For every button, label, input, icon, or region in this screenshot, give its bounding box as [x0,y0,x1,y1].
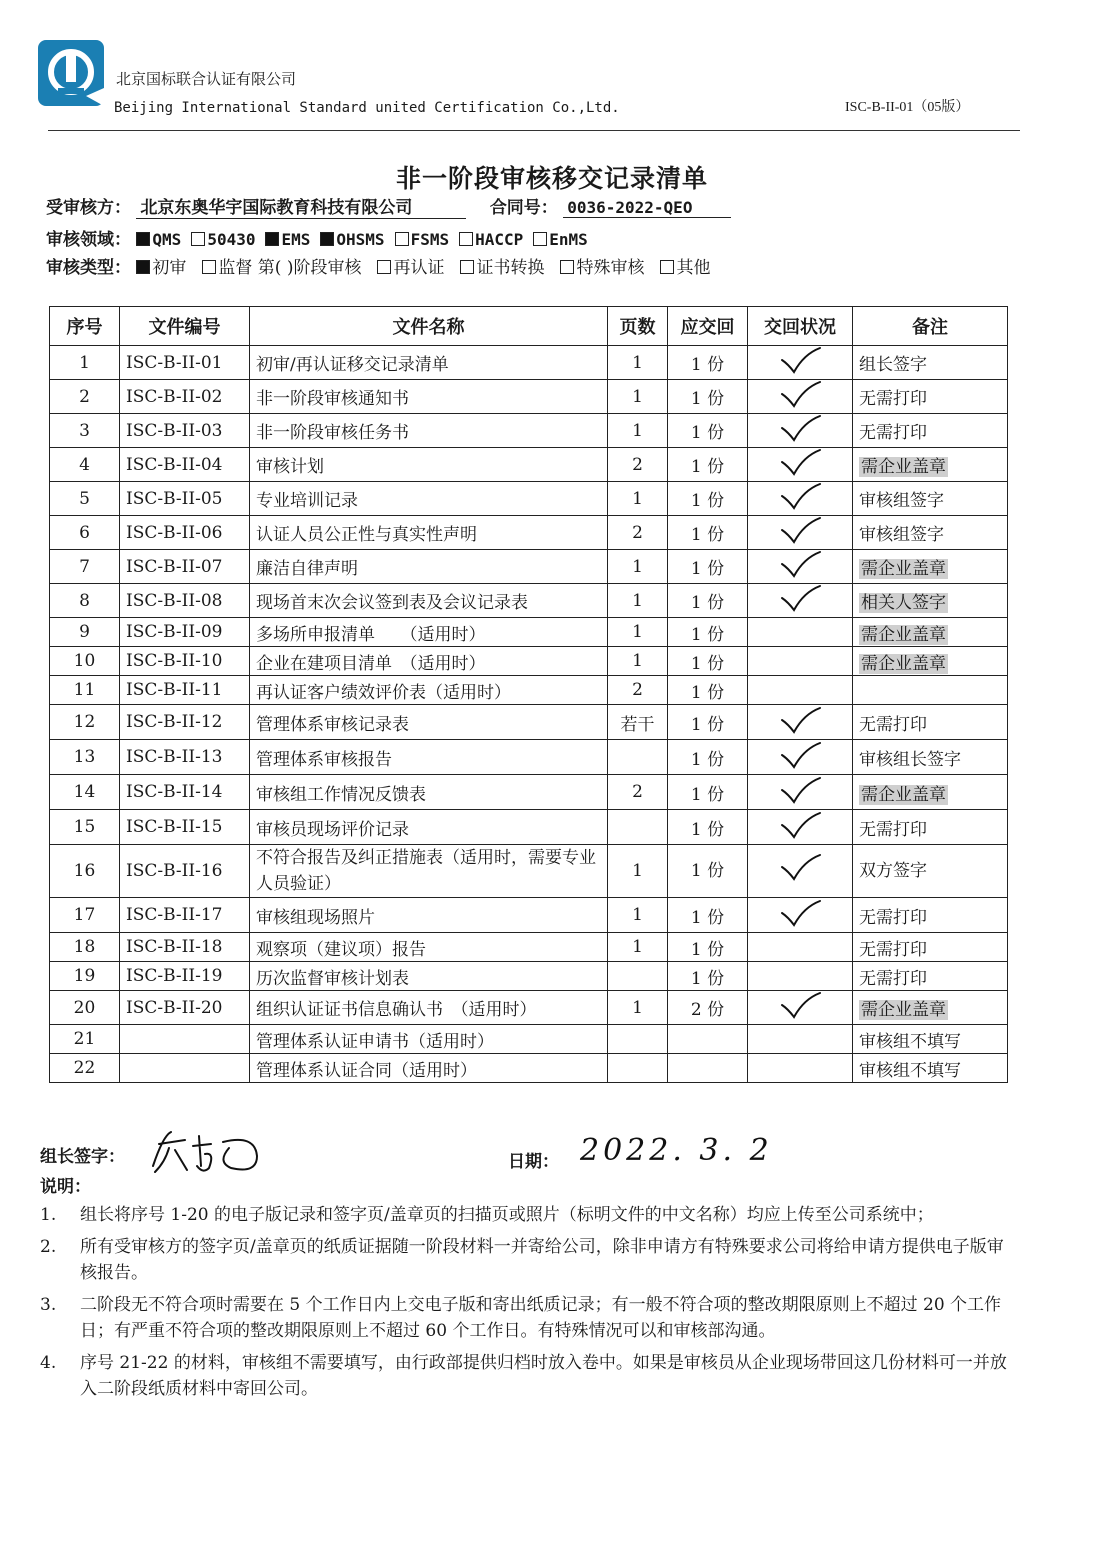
table-row [50,618,1008,647]
row-name: 初审/再认证移交记录清单 [250,346,608,380]
date-label: 日期： [508,1152,559,1172]
row-name: 不符合报告及纠正措施表（适用时，需要专业人员验证） [250,845,608,898]
row-pages [608,1025,668,1054]
row-returned [748,740,853,775]
row-code: ISC-B-II-06 [120,516,250,550]
row-code: ISC-B-II-02 [120,380,250,414]
domain-option[interactable] [265,230,310,249]
checkmark-icon [778,563,822,583]
row-code: ISC-B-II-20 [120,991,250,1025]
auditee-line [46,193,731,219]
checkmark-icon [778,427,822,447]
audit-type-option[interactable] [136,258,186,278]
row-copies: 2 份 [668,991,748,1025]
row-remark [853,414,1008,448]
row-code: ISC-B-II-07 [120,550,250,584]
domain-label: 审核领域： [46,230,131,250]
row-returned [748,933,853,962]
unchecked-box-icon[interactable] [533,232,547,246]
row-code: ISC-B-II-10 [120,647,250,676]
row-returned [748,775,853,810]
row-copies: 1 份 [668,740,748,775]
row-copies: 1 份 [668,845,748,898]
audit-type-option-label: 特殊审核 [576,258,645,278]
unchecked-box-icon[interactable] [202,260,216,274]
row-no: 20 [50,991,120,1025]
row-pages: 1 [608,898,668,933]
row-name: 再认证客户绩效评价表（适用时） [250,676,608,705]
row-code: ISC-B-II-13 [120,740,250,775]
row-remark-text: 无需打印 [859,819,927,840]
row-no: 17 [50,898,120,933]
col-header-pages: 页数 [608,307,668,346]
row-no: 8 [50,584,120,618]
col-header-code: 文件编号 [120,307,250,346]
row-remark [853,898,1008,933]
row-code [120,1025,250,1054]
row-remark-text: 无需打印 [859,939,927,960]
row-remark [853,676,1008,705]
table-header-row [50,307,1008,346]
domain-option[interactable] [191,230,255,249]
row-copies: 1 份 [668,647,748,676]
row-copies [668,1025,748,1054]
row-name: 审核组工作情况反馈表 [250,775,608,810]
row-remark [853,705,1008,740]
table-row [50,448,1008,482]
contract-value: 0036-2022-QEO [563,198,731,218]
row-name: 管理体系认证申请书（适用时） [250,1025,608,1054]
row-returned [748,1054,853,1083]
row-remark-text: 无需打印 [859,423,927,443]
checked-box-icon[interactable] [136,260,150,274]
row-code: ISC-B-II-12 [120,705,250,740]
row-pages: 2 [608,516,668,550]
row-pages: 1 [608,991,668,1025]
audit-type-option-label: 证书转换 [476,258,545,278]
row-remark [853,448,1008,482]
row-name: 廉洁自律声明 [250,550,608,584]
audit-type-option[interactable] [460,258,544,278]
row-remark-text: 需企业盖章 [861,653,946,674]
row-name: 现场首末次会议签到表及会议记录表 [250,584,608,618]
row-pages: 1 [608,933,668,962]
row-remark [853,1025,1008,1054]
row-remark [853,618,1008,647]
table-row [50,962,1008,991]
row-pages [608,962,668,991]
auditee-value: 北京东奥华宇国际教育科技有限公司 [136,193,466,219]
row-returned [748,676,853,705]
row-code: ISC-B-II-11 [120,676,250,705]
row-remark-text: 审核组签字 [859,525,944,545]
row-no: 15 [50,810,120,845]
row-copies: 1 份 [668,380,748,414]
table-body [50,346,1008,1083]
row-returned [748,810,853,845]
row-no: 12 [50,705,120,740]
row-no: 2 [50,380,120,414]
row-remark [853,647,1008,676]
domain-option[interactable] [136,230,181,249]
table-row [50,898,1008,933]
note-text: 二阶段无不符合项时需要在 5 个工作日内上交电子版和寄出纸质记录；有一般不符合项的整改期限原则上不超过 20 个工作日；有严重不符合项的整改期限原则上不超过 60 个工作日。有特殊情况可以和审核部沟通。 [80,1295,1002,1341]
row-remark-text: 需企业盖章 [861,1000,946,1020]
col-header-name: 文件名称 [250,307,608,346]
note-item [40,1350,1015,1402]
row-name: 管理体系审核记录表 [250,705,608,740]
checkmark-icon [778,359,822,379]
row-no: 7 [50,550,120,584]
row-code: ISC-B-II-16 [120,845,250,898]
row-pages: 2 [608,775,668,810]
audit-type-line [46,253,726,278]
company-logo-icon [36,38,106,110]
table-row [50,550,1008,584]
row-pages: 1 [608,414,668,448]
row-no: 10 [50,647,120,676]
row-no: 19 [50,962,120,991]
table-row [50,647,1008,676]
domain-option-label: OHSMS [336,230,385,249]
row-code: ISC-B-II-08 [120,584,250,618]
row-remark [853,380,1008,414]
row-name: 非一阶段审核通知书 [250,380,608,414]
audit-type-option-label: 监督 第( )阶段审核 [218,258,362,278]
table-row [50,740,1008,775]
audit-type-option[interactable] [202,258,361,278]
row-name: 观察项（建议项）报告 [250,933,608,962]
table-row [50,933,1008,962]
row-copies: 1 份 [668,676,748,705]
notes-label: 说明： [40,1177,91,1197]
col-header-copies: 应交回 [668,307,748,346]
row-name: 多场所申报清单 （适用时） [250,618,608,647]
table-row [50,516,1008,550]
note-number: 2. [40,1237,57,1257]
table-row [50,1025,1008,1054]
row-remark-text: 需企业盖章 [861,784,946,805]
row-returned [748,380,853,414]
row-remark [853,516,1008,550]
audit-type-option-label: 再认证 [393,258,445,278]
row-pages: 1 [608,584,668,618]
row-returned [748,414,853,448]
row-returned [748,448,853,482]
handover-table [49,306,1008,1083]
note-text: 所有受审核方的签字页/盖章页的纸质证据随一阶段材料一并寄给公司，除非申请方有特殊要求公司将给申请方提供电子版审核报告。 [80,1237,1004,1283]
row-code [120,1054,250,1083]
row-remark-text: 审核组不填写 [859,1060,961,1081]
domain-option[interactable] [533,230,588,249]
row-remark-text: 审核组不填写 [859,1031,961,1052]
checkmark-icon [778,754,822,774]
checkmark-icon [778,529,822,549]
row-copies: 1 份 [668,898,748,933]
row-pages: 1 [608,346,668,380]
row-remark-text: 双方签字 [859,861,927,881]
checkmark-icon [778,1004,822,1024]
row-returned [748,550,853,584]
row-code: ISC-B-II-09 [120,618,250,647]
row-name: 管理体系审核报告 [250,740,608,775]
row-returned [748,845,853,898]
date-value: 2022. 3. 2 [580,1133,773,1168]
row-code: ISC-B-II-17 [120,898,250,933]
row-returned [748,1025,853,1054]
domain-options [136,230,597,250]
row-copies: 1 份 [668,705,748,740]
domain-option-label: EMS [281,230,311,249]
row-name: 非一阶段审核任务书 [250,414,608,448]
row-pages: 若干 [608,705,668,740]
row-remark-text: 无需打印 [859,907,927,928]
row-code: ISC-B-II-05 [120,482,250,516]
row-copies: 1 份 [668,810,748,845]
col-header-returned: 交回状况 [748,307,853,346]
row-remark-text: 无需打印 [859,389,927,409]
leader-signature-label: 组长签字： [40,1147,125,1167]
checked-box-icon[interactable] [136,232,150,246]
row-copies: 1 份 [668,933,748,962]
unchecked-box-icon[interactable] [460,260,474,274]
row-remark [853,740,1008,775]
row-remark [853,775,1008,810]
row-no: 14 [50,775,120,810]
row-returned [748,898,853,933]
row-copies [668,1054,748,1083]
row-returned [748,962,853,991]
row-name: 专业培训记录 [250,482,608,516]
row-remark [853,584,1008,618]
row-pages: 2 [608,676,668,705]
company-name-cn: 北京国标联合认证有限公司 [116,70,297,88]
checkmark-icon [778,393,822,413]
row-code: ISC-B-II-01 [120,346,250,380]
row-name: 企业在建项目清单 （适用时） [250,647,608,676]
row-copies: 1 份 [668,482,748,516]
checkmark-icon [778,866,822,886]
note-text: 序号 21-22 的材料，审核组不需要填写，由行政部提供归档时放入卷中。如果是审核员从企业现场带回这几份材料可一并放入二阶段纸质材料中寄回公司。 [80,1353,1007,1399]
table-row [50,676,1008,705]
note-item [40,1234,1015,1286]
row-returned [748,618,853,647]
checkmark-icon [778,789,822,809]
row-returned [748,584,853,618]
unchecked-box-icon[interactable] [560,260,574,274]
row-no: 11 [50,676,120,705]
row-pages: 1 [608,618,668,647]
row-no: 13 [50,740,120,775]
domain-option[interactable] [459,230,523,249]
audit-type-option[interactable] [560,258,644,278]
table-row [50,414,1008,448]
row-copies: 1 份 [668,448,748,482]
row-remark-text: 审核组长签字 [859,749,961,770]
unchecked-box-icon[interactable] [660,260,674,274]
checked-box-icon[interactable] [320,232,334,246]
row-code: ISC-B-II-14 [120,775,250,810]
row-no: 18 [50,933,120,962]
table-row [50,584,1008,618]
row-name: 审核组现场照片 [250,898,608,933]
row-no: 9 [50,618,120,647]
row-name: 组织认证证书信息确认书 （适用时） [250,991,608,1025]
contract-label: 合同号： [489,198,558,218]
row-name: 管理体系认证合同（适用时） [250,1054,608,1083]
unchecked-box-icon[interactable] [395,232,409,246]
row-remark-text: 需企业盖章 [861,624,946,645]
table-row [50,991,1008,1025]
row-returned [748,346,853,380]
row-remark [853,550,1008,584]
row-copies: 1 份 [668,584,748,618]
row-copies: 1 份 [668,618,748,647]
checkmark-icon [778,824,822,844]
table-row [50,845,1008,898]
row-remark-text: 需企业盖章 [861,457,946,477]
table-row [50,705,1008,740]
row-code: ISC-B-II-19 [120,962,250,991]
row-no: 5 [50,482,120,516]
table-row [50,346,1008,380]
company-name-en: Beijing International Standard united Certification Co.,Ltd. [114,100,620,116]
audit-type-options [136,258,726,278]
row-remark-text: 相关人签字 [861,593,946,613]
row-code: ISC-B-II-03 [120,414,250,448]
row-name: 认证人员公正性与真实性声明 [250,516,608,550]
document-title: 非一阶段审核移交记录清单 [395,164,708,193]
row-remark-text: 无需打印 [859,968,927,989]
col-header-remark: 备注 [853,307,1008,346]
note-item [40,1202,1015,1228]
row-remark [853,346,1008,380]
table-row [50,810,1008,845]
audit-type-option[interactable] [377,258,444,278]
domain-option-label: EnMS [549,230,588,249]
row-remark [853,810,1008,845]
notes-list [40,1202,1015,1408]
row-code: ISC-B-II-15 [120,810,250,845]
checkmark-icon [778,461,822,481]
row-remark [853,933,1008,962]
row-returned [748,482,853,516]
domain-option-label: 50430 [207,230,256,249]
checkmark-icon [778,597,822,617]
row-no: 21 [50,1025,120,1054]
row-code: ISC-B-II-04 [120,448,250,482]
row-remark-text: 审核组签字 [859,491,944,511]
row-pages: 1 [608,647,668,676]
row-no: 4 [50,448,120,482]
leader-signature-icon [145,1126,270,1178]
domain-option[interactable] [395,230,450,249]
row-copies: 1 份 [668,775,748,810]
header-divider [48,130,1020,131]
unchecked-box-icon[interactable] [459,232,473,246]
note-text: 组长将序号 1-20 的电子版记录和签字页/盖章页的扫描页或照片（标明文件的中文名称）均应上传至公司系统中； [80,1205,934,1225]
domain-option[interactable] [320,230,384,249]
unchecked-box-icon[interactable] [377,260,391,274]
row-code: ISC-B-II-18 [120,933,250,962]
table-row [50,1054,1008,1083]
checked-box-icon[interactable] [265,232,279,246]
row-returned [748,516,853,550]
audit-type-option-label: 其他 [676,258,711,278]
row-pages: 1 [608,845,668,898]
row-pages: 1 [608,380,668,414]
row-remark-text: 组长签字 [859,355,927,375]
row-no: 1 [50,346,120,380]
auditee-label: 受审核方： [46,198,131,218]
note-item [40,1292,1015,1344]
domain-option-label: QMS [152,230,182,249]
table-row [50,775,1008,810]
row-remark [853,845,1008,898]
row-name: 历次监督审核计划表 [250,962,608,991]
row-remark-text: 无需打印 [859,714,927,735]
row-pages: 2 [608,448,668,482]
row-copies: 1 份 [668,346,748,380]
row-pages: 1 [608,482,668,516]
row-copies: 1 份 [668,550,748,584]
domain-option-label: HACCP [475,230,524,249]
row-no: 6 [50,516,120,550]
note-number: 3. [40,1295,57,1315]
row-remark [853,962,1008,991]
checkmark-icon [778,495,822,515]
row-returned [748,991,853,1025]
audit-type-option[interactable] [660,258,710,278]
row-no: 16 [50,845,120,898]
audit-type-label: 审核类型： [46,258,131,278]
row-copies: 1 份 [668,414,748,448]
row-remark [853,482,1008,516]
table-row [50,482,1008,516]
table-row [50,380,1008,414]
checkmark-icon [778,719,822,739]
note-number: 1. [40,1205,57,1225]
row-copies: 1 份 [668,516,748,550]
row-name: 审核计划 [250,448,608,482]
row-returned [748,705,853,740]
note-number: 4. [40,1353,57,1373]
domain-line [46,225,598,250]
col-header-no: 序号 [50,307,120,346]
form-code: ISC-B-II-01（05版） [845,100,970,115]
row-remark [853,1054,1008,1083]
row-remark [853,991,1008,1025]
row-pages [608,740,668,775]
unchecked-box-icon[interactable] [191,232,205,246]
domain-option-label: FSMS [410,230,450,249]
row-no: 3 [50,414,120,448]
audit-type-option-label: 初审 [152,258,187,278]
row-returned [748,647,853,676]
row-copies: 1 份 [668,962,748,991]
row-remark-text: 需企业盖章 [861,559,946,579]
row-name: 审核员现场评价记录 [250,810,608,845]
row-no: 22 [50,1054,120,1083]
row-pages: 1 [608,550,668,584]
row-pages [608,1054,668,1083]
checkmark-icon [778,912,822,932]
row-pages [608,810,668,845]
